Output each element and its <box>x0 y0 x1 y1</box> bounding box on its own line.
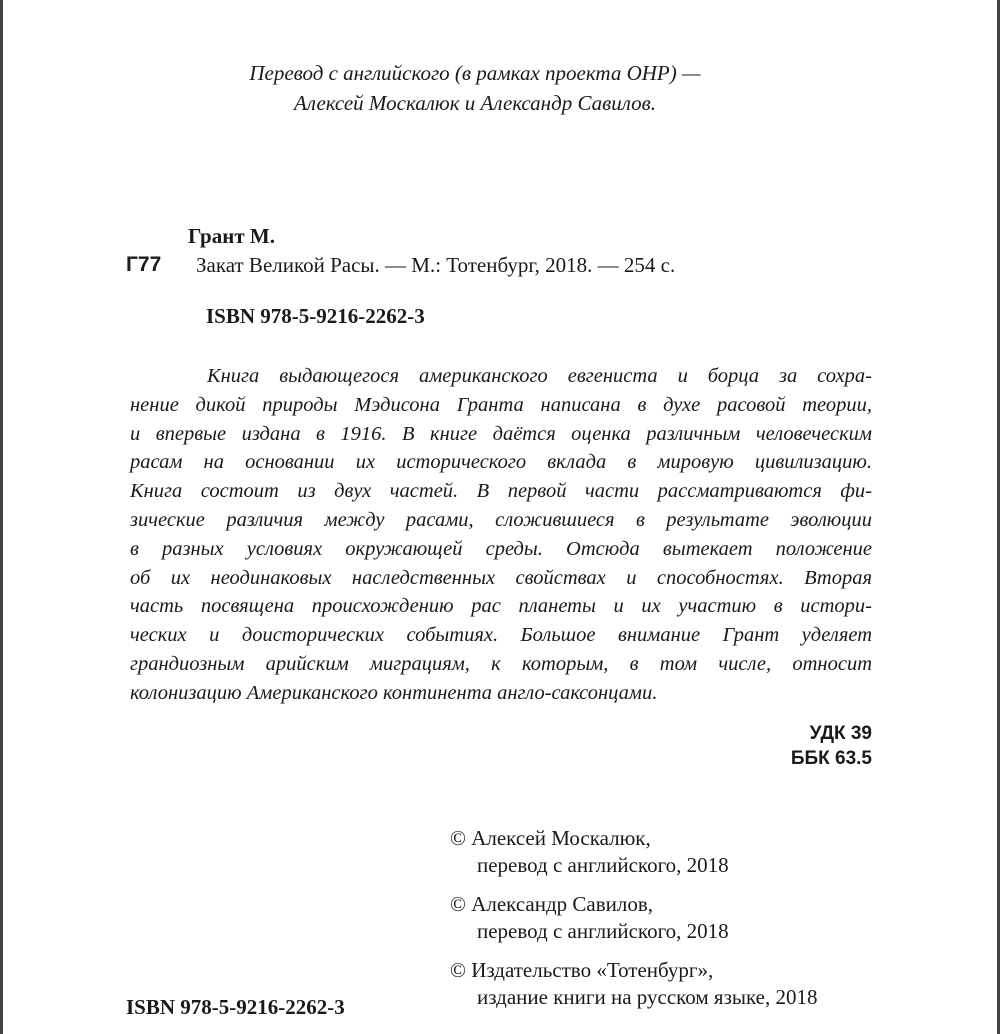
copyright-holder: © Александр Савилов, <box>450 892 654 916</box>
isbn-top: ISBN 978-5-9216-2262-3 <box>206 304 425 328</box>
translation-line-2: Алексей Москалюк и Александр Савилов. <box>293 91 657 115</box>
abstract-line: Книга состоит из двух частей. В первой части рассматриваются фи- <box>130 480 872 503</box>
abstract-line: нение дикой природы Мэдисона Гранта написана в духе расовой теории, <box>130 393 872 416</box>
abstract-line: в разных условиях окружающей среды. Отсюда вытекает положение <box>130 537 872 560</box>
page-left-border <box>0 0 3 1034</box>
abstract-text <box>130 362 872 708</box>
bbk-code: ББК 63.5 <box>790 748 872 769</box>
translation-line-1: Перевод с английского (в рамках проекта ОНР) — <box>249 61 701 85</box>
classification-codes <box>791 721 872 771</box>
abstract-line: и впервые издана в 1916. В книге даётся оценка различным человеческим <box>130 422 872 445</box>
copyright-detail: издание книги на русском языке, 2018 <box>477 985 818 1009</box>
catalog-author: Грант М. <box>188 224 275 248</box>
copyright-entry <box>450 825 818 879</box>
abstract-line: грандиозным арийским миграциям, к которым, в том числе, относит <box>130 652 872 675</box>
udk-code: УДК 39 <box>809 723 872 744</box>
copyright-detail: перевод с английского, 2018 <box>477 853 729 877</box>
abstract-line: ческих и доисторических событиях. Большое внимание Грант уделяет <box>130 624 872 647</box>
abstract-line: колонизацию Американского континента англо-саксонцами. <box>130 681 658 704</box>
bibliographic-line: Закат Великой Расы. — М.: Тотенбург, 2018. — 254 с. <box>196 253 676 277</box>
copyright-holder: © Алексей Москалюк, <box>450 826 651 850</box>
copyright-entry <box>450 891 818 945</box>
abstract-line: расам на основании их исторического вклада в мировую цивилизацию. <box>130 451 872 474</box>
abstract-line: зические различия между расами, сложившиеся в результате эволюции <box>130 508 872 531</box>
abstract-line: Книга выдающегося американского евгениста и борца за сохра- <box>207 365 872 387</box>
abstract-line: часть посвящена происхождению рас планеты и их участию в истори- <box>130 595 872 618</box>
isbn-bottom: ISBN 978-5-9216-2262-3 <box>126 995 345 1019</box>
translation-credits <box>0 58 950 118</box>
copyright-block <box>450 825 818 1023</box>
abstract-line: об их неодинаковых наследственных свойствах и способностях. Вторая <box>130 566 872 589</box>
copyright-detail: перевод с английского, 2018 <box>477 919 729 943</box>
copyright-holder: © Издательство «Тотенбург», <box>450 958 714 982</box>
copyright-entry <box>450 957 818 1011</box>
catalog-code: Г77 <box>126 253 162 276</box>
